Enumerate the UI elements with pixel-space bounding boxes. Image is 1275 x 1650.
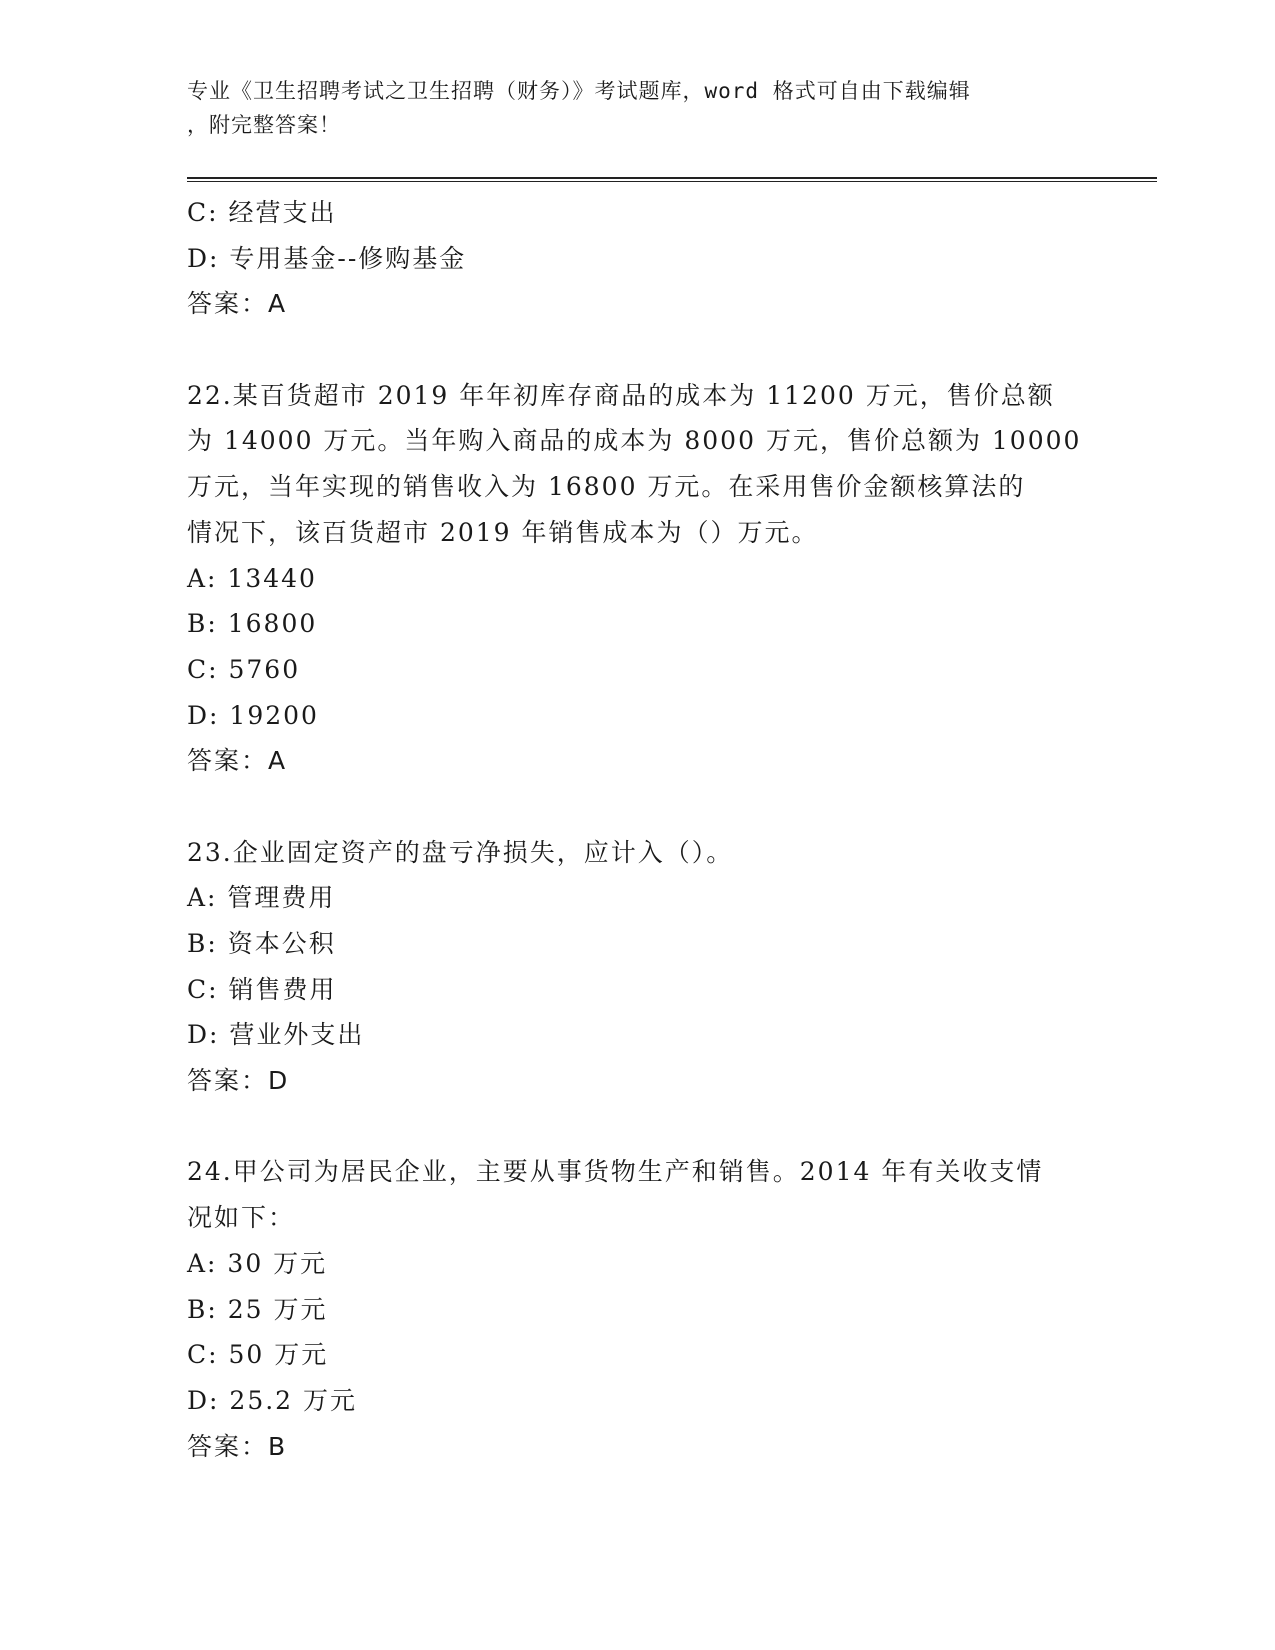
option-b: B: 25 万元 xyxy=(187,1294,328,1324)
answer-label: 答案：A xyxy=(187,746,288,776)
question-text: 23.企业固定资产的盘亏净损失，应计入（）。 xyxy=(187,837,734,867)
option-c: C: 经营支出 xyxy=(187,198,337,227)
question-text: 24.甲公司为居民企业，主要从事货物生产和销售。2014 年有关收支情 xyxy=(187,1157,1044,1187)
header-title-line-2: ，附完整答案！ xyxy=(187,113,341,137)
spacer xyxy=(187,327,1107,373)
question-22 xyxy=(187,373,1107,784)
option-d: D: 25.2 万元 xyxy=(187,1385,358,1415)
spacer xyxy=(187,1104,1107,1150)
option-b: B: 资本公积 xyxy=(187,929,336,958)
option-c: C: 50 万元 xyxy=(187,1340,329,1370)
option-a: A: 30 万元 xyxy=(187,1248,328,1278)
question-text: 为 14000 万元。当年购入商品的成本为 8000 万元，售价总额为 10000 xyxy=(187,426,1082,456)
answer-label: 答案：B xyxy=(187,1431,288,1461)
answer-label: 答案：A xyxy=(187,289,288,319)
document-body xyxy=(187,190,1107,1469)
spacer xyxy=(187,784,1107,830)
document-header xyxy=(187,74,1087,142)
option-d: D: 专用基金--修购基金 xyxy=(187,243,467,273)
option-a: A: 管理费用 xyxy=(187,883,336,913)
option-d: D: 营业外支出 xyxy=(187,1020,365,1050)
option-c: C: 销售费用 xyxy=(187,974,337,1004)
option-a: A: 13440 xyxy=(187,563,317,593)
question-24 xyxy=(187,1149,1107,1469)
question-23 xyxy=(187,830,1107,1104)
question-text: 情况下，该百货超市 2019 年销售成本为（）万元。 xyxy=(187,517,819,547)
question-text: 况如下： xyxy=(187,1203,296,1233)
header-divider xyxy=(187,177,1157,182)
option-b: B: 16800 xyxy=(187,609,318,639)
question-21-tail xyxy=(187,190,1107,327)
option-c: C: 5760 xyxy=(187,654,301,684)
option-d: D: 19200 xyxy=(187,700,319,730)
header-title-line-1: 专业《卫生招聘考试之卫生招聘（财务）》考试题库，word 格式可自由下载编辑 xyxy=(187,79,971,103)
question-text: 万元，当年实现的销售收入为 16800 万元。在采用售价金额核算法的 xyxy=(187,472,1026,502)
question-text: 22.某百货超市 2019 年年初库存商品的成本为 11200 万元，售价总额 xyxy=(187,380,1055,410)
answer-label: 答案：D xyxy=(187,1066,290,1096)
